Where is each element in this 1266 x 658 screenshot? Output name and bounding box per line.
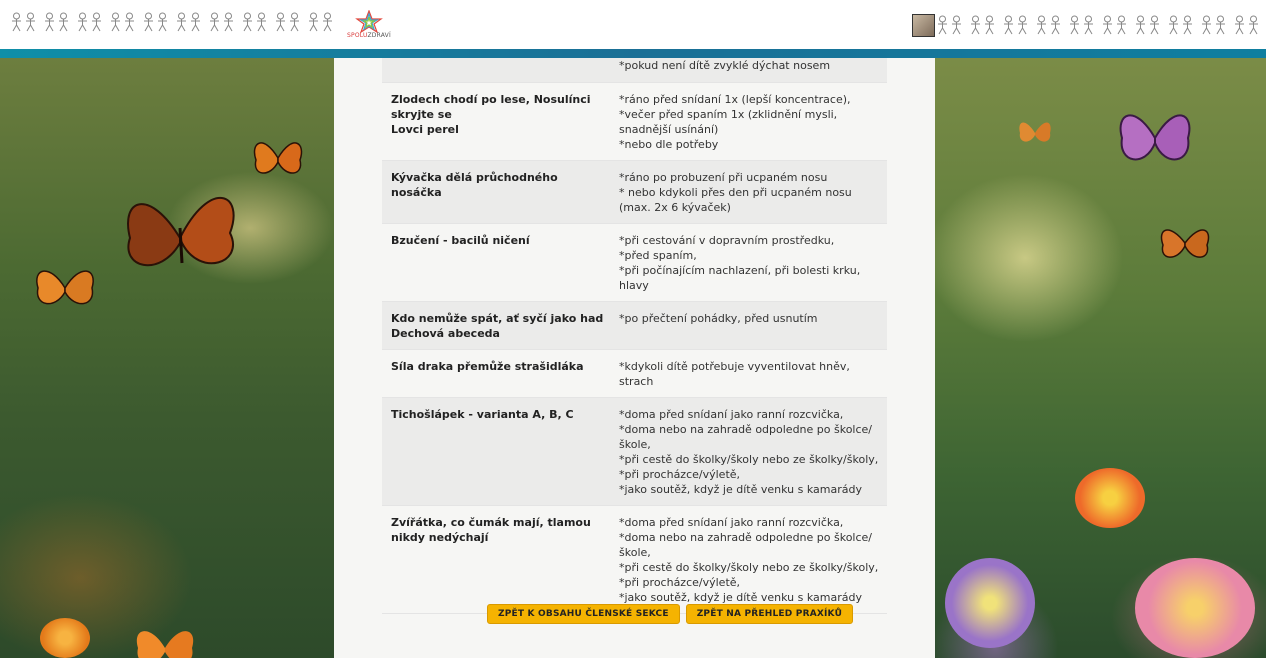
logo-text[interactable]: SPOLUZDRAVÍ [347,32,391,39]
child-figure-icon [1035,15,1048,35]
butterfly-icon [1015,113,1055,153]
practice-name [382,58,619,73]
timing-line: *při procházce/výletě, [619,468,741,481]
table-row [382,350,887,398]
table-row [382,83,887,161]
child-figure-icon [57,12,70,32]
timing-line: *při procházce/výletě, [619,576,741,589]
child-figure-icon [76,12,89,32]
child-figure-icon [288,12,301,32]
kid-pair [1068,15,1095,35]
timing-line: *při počínajícím nachlazení, při bolesti krku, hlavy [619,264,861,292]
forest-background-left [0,58,334,658]
name-line: Bzučení - bacilů ničení [391,234,530,247]
timing-line: *doma nebo na zahradě odpoledne po školce/škole, [619,423,873,451]
child-figure-icon [1049,15,1062,35]
kid-pair [76,12,103,32]
practice-timing [619,359,887,389]
name-line: Zlodech chodí po lese, Nosulínci skryjte se [391,93,591,121]
table-row [382,161,887,224]
child-figure-icon [274,12,287,32]
child-figure-icon [109,12,122,32]
practice-name [382,170,619,215]
child-figure-icon [1115,15,1128,35]
kid-pair [142,12,169,32]
butterfly-icon [248,128,308,188]
child-figure-icon [1181,15,1194,35]
kid-pair [175,12,202,32]
kid-pair [109,12,136,32]
child-figure-icon [123,12,136,32]
child-figure-icon [156,12,169,32]
practices-table [382,58,887,614]
timing-line: *při cestě do školky/školy nebo ze školky/školy, [619,561,879,574]
kid-pair [307,12,334,32]
site-header [0,0,1266,49]
table-row [382,398,887,506]
name-line: Dechová abeceda [391,327,500,340]
user-avatar-icon[interactable] [912,14,935,37]
child-figure-icon [255,12,268,32]
butterfly-icon [110,168,250,308]
child-figure-icon [1068,15,1081,35]
child-figure-icon [950,15,963,35]
child-figure-icon [208,12,221,32]
timing-line: *kdykoli dítě potřebuje vyventilovat hněv, strach [619,360,850,388]
butterfly-icon [1155,218,1215,268]
timing-line: *před spaním, [619,249,697,262]
timing-line: *při cestování v dopravním prostředku, [619,234,835,247]
child-figure-icon [1214,15,1227,35]
practice-name [382,233,619,293]
timing-line: *jako soutěž, když je dítě venku s kamarády [619,483,862,496]
timing-line: *večer před spaním 1x (zklidnění mysli, snadnější usínání) [619,108,838,136]
practice-name [382,311,619,341]
child-figure-icon [1200,15,1213,35]
name-line: Zvířátka, co čumák mají, tlamou nikdy nedýchají [391,516,591,544]
child-figure-icon [969,15,982,35]
timing-line: *doma před snídaní jako ranní rozcvička, [619,516,844,529]
practice-name [382,92,619,152]
timing-line: *nebo dle potřeby [619,138,719,151]
name-line: Síla draka přemůže strašidláka [391,360,584,373]
timing-line: *doma nebo na zahradě odpoledne po školce/škole, [619,531,873,559]
name-line: Kdo nemůže spát, ať syčí jako had [391,312,604,325]
table-row [382,506,887,614]
practice-timing [619,311,887,341]
practice-name [382,515,619,605]
child-figure-icon [222,12,235,32]
timing-line: *doma před snídaní jako ranní rozcvička, [619,408,844,421]
child-figure-icon [936,15,949,35]
practice-name [382,407,619,497]
flower-decoration [1135,558,1255,658]
kid-pair [1035,15,1062,35]
table-rows [382,83,887,614]
name-line: Lovci perel [391,123,459,136]
child-figure-icon [1002,15,1015,35]
butterfly-icon [1110,93,1200,183]
child-figure-icon [90,12,103,32]
practice-timing [619,515,887,605]
kid-pair [274,12,301,32]
kid-pair [936,15,963,35]
child-figure-icon [241,12,254,32]
kid-pair [1200,15,1227,35]
name-line: Kývačka dělá průchodného nosáčka [391,171,558,199]
kid-pair [241,12,268,32]
practice-timing [619,58,887,73]
kid-pair [43,12,70,32]
table-row [382,302,887,350]
timing-line: *po přečtení pohádky, před usnutím [619,312,818,325]
timing-line: *ráno před snídaní 1x (lepší koncentrace), [619,93,851,106]
practice-timing [619,407,887,497]
timing-line: *pokud není dítě zvyklé dýchat nosem [619,59,831,72]
header-stripe [0,49,1266,58]
kid-pair [1167,15,1194,35]
timing-line: * nebo kdykoli přes den při ucpaném nosu (max. 2x 6 kývaček) [619,186,852,214]
practice-timing [619,170,887,215]
kid-pair [1233,15,1260,35]
child-figure-icon [1082,15,1095,35]
main-content [334,58,935,658]
kid-pair [208,12,235,32]
timing-line: *jako soutěž, když je dítě venku s kamarády [619,591,862,604]
child-figure-icon [321,12,334,32]
practice-timing [619,92,887,152]
name-line: Tichošlápek - varianta A, B, C [391,408,574,421]
back-to-members-section-button[interactable]: ZPĚT K OBSAHU ČLENSKÉ SEKCE [487,604,680,624]
child-figure-icon [24,12,37,32]
kids-strip-right [936,15,1260,35]
child-figure-icon [1134,15,1147,35]
flower-decoration [945,558,1035,648]
flower-decoration [40,618,90,658]
child-figure-icon [1148,15,1161,35]
kid-pair [1002,15,1029,35]
child-figure-icon [1016,15,1029,35]
kid-pair [1134,15,1161,35]
child-figure-icon [10,12,23,32]
practice-name [382,359,619,389]
child-figure-icon [189,12,202,32]
kid-pair [10,12,37,32]
kid-pair [969,15,996,35]
butterfly-icon [130,618,200,658]
child-figure-icon [142,12,155,32]
forest-background-right [935,58,1266,658]
table-row [382,224,887,302]
child-figure-icon [983,15,996,35]
timing-line: *při cestě do školky/školy nebo ze školky/školy, [619,453,879,466]
kid-pair [1101,15,1128,35]
child-figure-icon [175,12,188,32]
child-figure-icon [1247,15,1260,35]
practice-timing [619,233,887,293]
button-group [487,604,853,624]
butterfly-icon [30,258,100,318]
timing-line: *ráno po probuzení při ucpaném nosu [619,171,828,184]
flower-decoration [1075,468,1145,528]
child-figure-icon [307,12,320,32]
table-row [382,58,887,83]
back-to-practices-overview-button[interactable]: ZPĚT NA PŘEHLED PRAXÍKŮ [686,604,853,624]
child-figure-icon [1101,15,1114,35]
child-figure-icon [43,12,56,32]
child-figure-icon [1233,15,1246,35]
child-figure-icon [1167,15,1180,35]
kids-strip-left [10,12,334,32]
